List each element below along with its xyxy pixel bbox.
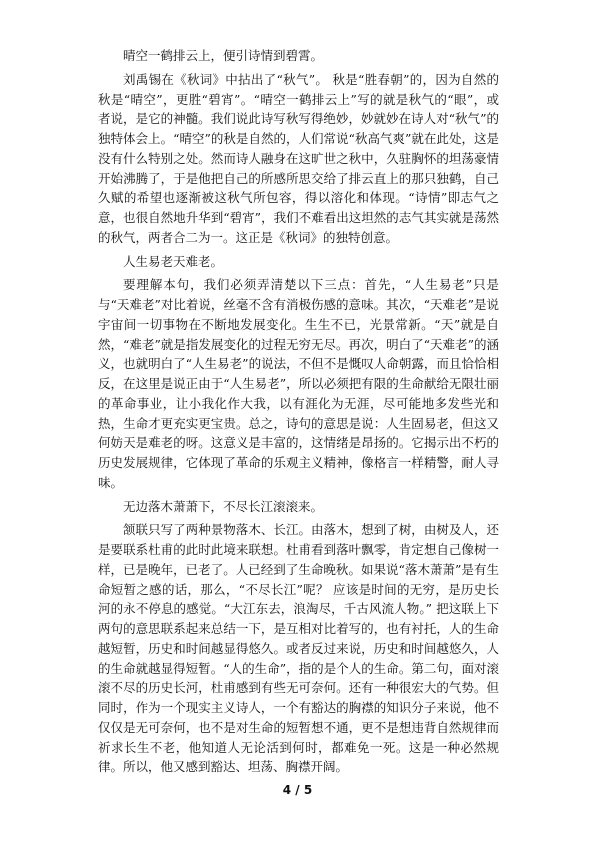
analysis-paragraph-3: 颔联只写了两种景物落木、长江。由落木，想到了树，由树及人，还是要联系杜甫的此时此境来联想。杜甫看到落叶飘零，肯定想自己像树一样，已是晚年，已老了。人已经到了生命晚秋。如果说“落木萧萧”是有生命短暂之感的话，那么，“不尽长江”呢？ 应该是时间的无穷，是历史长河的永不停息的感觉。“大江东去，浪淘尽，千古风流人物。” 把这联上下两句的意思联系起来总结一下，是互相对比着写的，也有衬托，人的生命越短暂，历史和时间越显得悠久。或者反过来说，历史和时间越悠久，人的生命就越显得短暂。“人的生命”，指的是个人的生命。第二句，面对滚滚不尽的历史长河，杜甫感到有些无可奈何。还有一种很宏大的气势。但同时，作为一个现实主义诗人，一个有豁达的胸襟的知识分子来说，他不仅仅是无可奈何，也不是对生命的短暂想不通，更不是想违背自然规律而祈求长生不老，他知道人无论活到何时，都难免一死。这是一种必然规律。所以，他又感到豁达、坦荡、胸襟开阔。 — [98, 522, 499, 775]
document-body — [98, 46, 499, 777]
analysis-paragraph-2: 要理解本句，我们必须弄清楚以下三点：首先，“人生易老”只是与“天难老”对比着说，丝毫不含有消极伤感的意味。其次，“天难老”是说宇宙间一切事物在不断地发展变化。生生不已，光景常新。“天”就是自然，“难老”就是指发展变化的过程无穷无尽。再次，明白了“天难老”的涵义，也就明白了“人生易老”的说法，不但不是慨叹人命朝露，而且恰恰相反，在这里是说正由于“人生易老”，所以必须把有限的生命献给无限壮丽的革命事业，让小我化作大我，以有涯化为无涯，尽可能地多发些光和热，生命才更充实更宝贵。总之，诗句的意思是说：人生固易老，但这又何妨天是难老的呀。这意义是丰富的，这情绪是昂扬的。它揭示出不朽的历史发展规律，它体现了革命的乐观主义精神，像格言一样精警，耐人寻味。 — [98, 277, 499, 490]
poem-line-3: 无边落木萧萧下，不尽长江滚滚来。 — [123, 498, 324, 514]
analysis-paragraph-1: 刘禹锡在《秋词》中拈出了“秋气”。 秋是“胜春朝”的，因为自然的秋是“晴空”，更胜“碧宵”。“晴空一鹤排云上”写的就是秋气的“眼”，或者说，是它的神髓。我们说此诗写秋写得绝妙，妙就妙在诗人对“秋气”的独特体会上。“晴空”的秋是自然的，人们常说“秋高气爽”就在此处，这是没有什么特别之处。然而诗人融身在这旷世之秋中，久驻胸怀的坦荡豪情开始沸腾了，于是他把自己的所感所思交给了排云直上的那只独鹤，自己久赋的希望也逐渐被这秋气所包容，得以溶化和体现。“诗情”即志气之意，也很自然地升华到“碧宵”，我们不难看出这坦然的志气其实就是荡然的秋气，两者合二为一。这正是《秋词》的独特创意。 — [98, 71, 499, 245]
poem-line-1: 晴空一鹤排云上，便引诗情到碧霄。 — [123, 48, 324, 63]
poem-line-2: 人生易老天难老。 — [123, 253, 224, 269]
page-number: 4 / 5 — [282, 783, 313, 797]
